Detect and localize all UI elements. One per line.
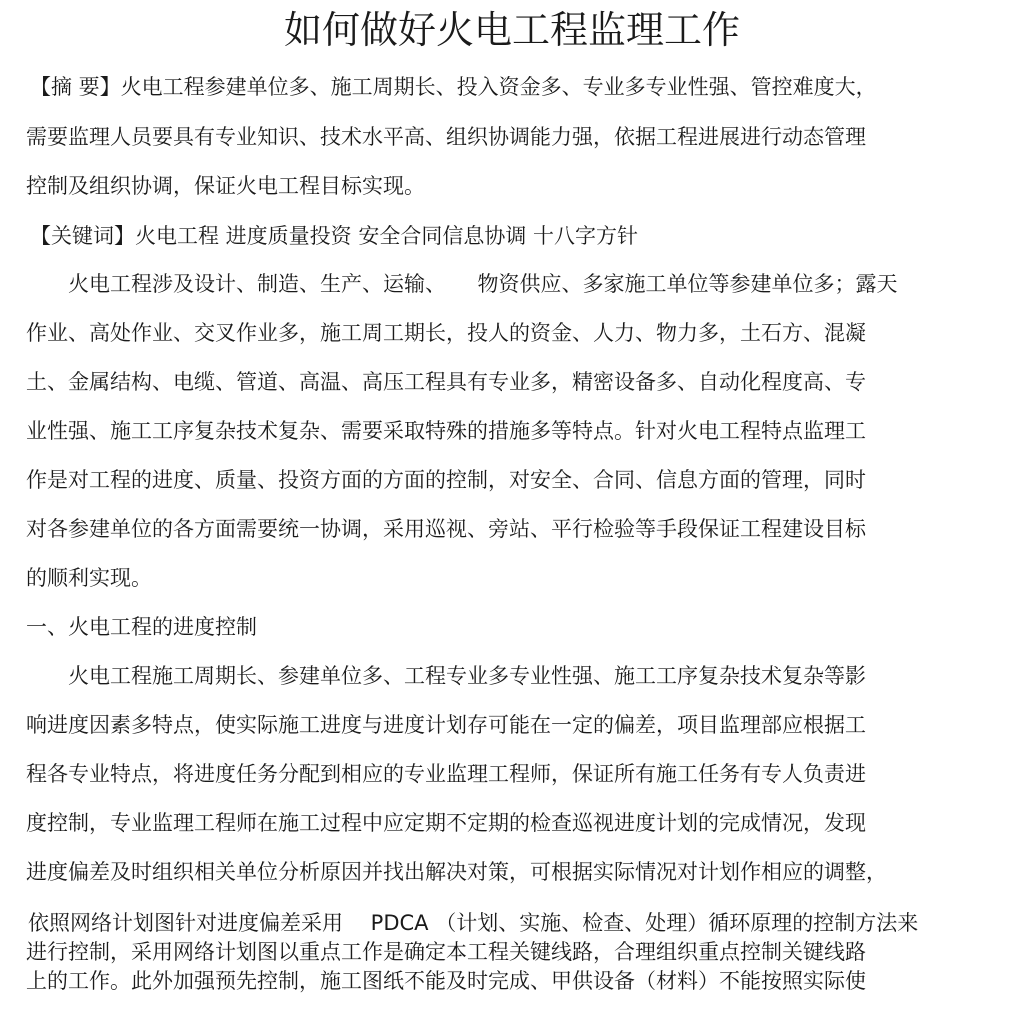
intro-line-1: 火电工程涉及设计、制造、生产、运输、 物资供应、多家施工单位等参建单位多；露天 xyxy=(26,272,898,296)
section-1-line-8: 上的工作。此外加强预先控制，施工图纸不能及时完成、甲供设备（材料）不能按照实际使 xyxy=(26,969,866,993)
abstract-line-3: 控制及组织协调，保证火电工程目标实现。 xyxy=(26,174,425,198)
section-1-line-4: 度控制，专业监理工程师在施工过程中应定期不定期的检查巡视进度计划的完成情况，发现 xyxy=(26,811,866,835)
keywords-line: 【关键词】火电工程 进度质量投资 安全合同信息协调 十八字方针 xyxy=(30,224,639,248)
intro-line-2: 作业、高处作业、交叉作业多，施工周工期长，投人的资金、人力、物力多，土石方、混凝 xyxy=(26,321,866,345)
intro-line-7: 的顺利实现。 xyxy=(26,566,152,590)
section-1-line-2: 响进度因素多特点，使实际施工进度与进度计划存可能在一定的偏差，项目监理部应根据工 xyxy=(26,713,866,737)
intro-line-6: 对各参建单位的各方面需要统一协调，采用巡视、旁站、平行检验等手段保证工程建设目标 xyxy=(26,517,866,541)
intro-line-3: 土、金属结构、电缆、管道、高温、高压工程具有专业多，精密设备多、自动化程度高、专 xyxy=(26,370,866,394)
intro-line-5: 作是对工程的进度、质量、投资方面的方面的控制，对安全、合同、信息方面的管理，同时 xyxy=(26,468,866,492)
section-1-line-1: 火电工程施工周期长、参建单位多、工程专业多专业性强、施工工序复杂技术复杂等影 xyxy=(26,664,866,688)
intro-line-4: 业性强、施工工序复杂技术复杂、需要采取特殊的措施多等特点。针对火电工程特点监理工 xyxy=(26,419,866,443)
section-1-line-6: 依照网络计划图针对进度偏差采用 PDCA （计划、实施、检查、处理）循环原理的控制方法来 xyxy=(28,911,919,935)
section-1-line-7: 进行控制，采用网络计划图以重点工作是确定本工程关键线路，合理组织重点控制关键线路 xyxy=(26,940,866,964)
abstract-line-1: 【摘 要】火电工程参建单位多、施工周期长、投入资金多、专业多专业性强、管控难度大， xyxy=(30,75,877,99)
section-heading-1: 一、火电工程的进度控制 xyxy=(26,615,257,639)
section-1-line-3: 程各专业特点，将进度任务分配到相应的专业监理工程师，保证所有施工任务有专人负责进 xyxy=(26,762,866,786)
document-title: 如何做好火电工程监理工作 xyxy=(283,8,740,52)
section-1-line-5: 进度偏差及时组织相关单位分析原因并找出解决对策，可根据实际情况对计划作相应的调整， xyxy=(26,860,887,884)
abstract-line-2: 需要监理人员要具有专业知识、技术水平高、组织协调能力强，依据工程进展进行动态管理 xyxy=(26,125,866,149)
